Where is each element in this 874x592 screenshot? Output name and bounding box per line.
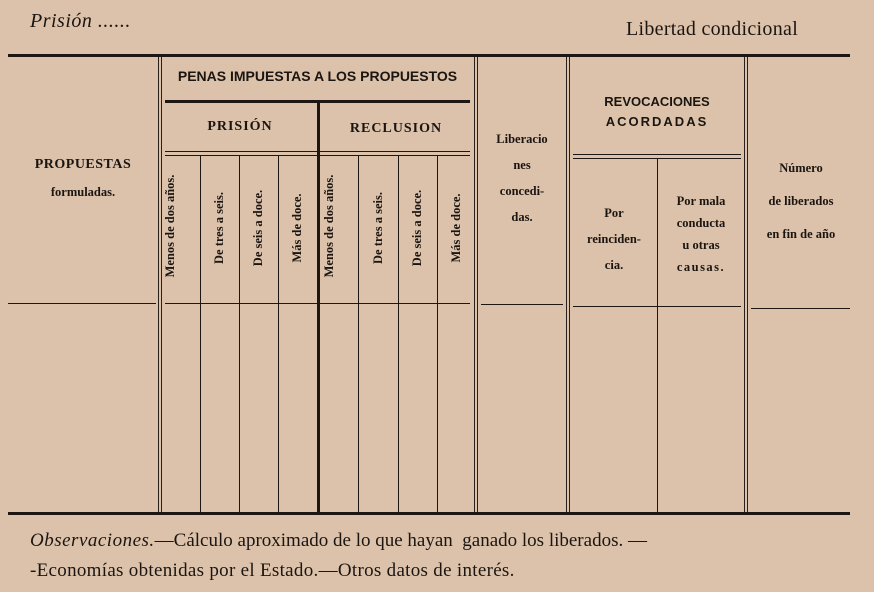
numero-line-2: de liberados: [768, 194, 834, 208]
por-reincidencia-line-1: Por: [604, 206, 624, 220]
observaciones-text: —Cálculo aproximado de lo que hayan ganado los liberados. —: [154, 530, 647, 551]
penas-subheader-rule: [165, 151, 470, 152]
observaciones-line-1: [30, 530, 870, 552]
prison-label: Prisión ......: [30, 10, 131, 32]
numero-line-1: Número: [779, 161, 823, 175]
prision-col-menos-de-dos: Menos de dos años.: [163, 174, 177, 278]
prision-col-tres-a-seis: De tres a seis.: [212, 192, 226, 264]
col-line: [200, 156, 201, 512]
numero-liberados-header: [749, 152, 853, 251]
observaciones-line-2: -Economías obtenidas por el Estado.—Otros datos de interés.: [30, 560, 515, 581]
prision-title: PRISIÓN: [207, 119, 273, 134]
liberaciones-header: [480, 126, 564, 230]
penas-subheader-rule-2: [165, 155, 470, 156]
header-bottom-rule: [8, 303, 156, 304]
mala-conducta-line-4: causas.: [676, 260, 726, 274]
revocaciones-rule: [573, 154, 741, 155]
divider-liberaciones: [566, 57, 570, 512]
header-bottom-rule: [751, 308, 850, 309]
revocaciones-line-1: REVOCACIONES: [604, 94, 710, 109]
reclusion-col-seis-a-doce: De seis a doce.: [410, 189, 424, 267]
reclusion-col-tres-a-seis: De tres a seis.: [371, 192, 385, 264]
prision-reclusion-divider: [317, 103, 320, 512]
numero-line-3: en fin de año: [766, 227, 836, 241]
mala-conducta-line-3: u otras: [682, 238, 720, 252]
por-reincidencia-line-3: cia.: [604, 258, 624, 272]
liberaciones-line-2: nes: [513, 158, 531, 172]
liberaciones-line-4: das.: [511, 210, 533, 224]
col-line: [358, 156, 359, 512]
header-bottom-rule: [573, 306, 741, 307]
revocaciones-line-2: ACORDADAS: [605, 114, 709, 129]
col-line: [278, 156, 279, 512]
col-line: [398, 156, 399, 512]
col-line: [437, 156, 438, 512]
mala-conducta-line-2: conducta: [676, 216, 726, 230]
header-bottom-rule: [165, 303, 470, 304]
mala-conducta-line-1: Por mala: [676, 194, 726, 208]
propuestas-header: [10, 150, 156, 204]
header-bottom-rule: [481, 304, 563, 305]
divider-propuestas: [158, 57, 162, 512]
top-rule: [8, 54, 850, 57]
revocaciones-title: [573, 92, 741, 132]
reclusion-col-menos-de-dos: Menos de dos años.: [322, 174, 336, 278]
liberaciones-line-3: concedi-: [499, 184, 545, 198]
prision-col-mas-de-doce: Más de doce.: [290, 193, 304, 263]
prision-col-seis-a-doce: De seis a doce.: [251, 189, 265, 267]
col-line: [239, 156, 240, 512]
document-title: Libertad condicional: [626, 18, 799, 40]
bottom-rule: [8, 512, 850, 515]
propuestas-line-2: formuladas.: [50, 185, 116, 199]
propuestas-line-1: PROPUESTAS: [34, 157, 132, 172]
divider-penas: [474, 57, 478, 512]
reclusion-col-mas-de-doce: Más de doce.: [449, 193, 463, 263]
liberaciones-line-1: Liberacio: [496, 132, 548, 146]
revocaciones-col-line: [657, 159, 658, 512]
por-mala-conducta-header: [659, 190, 743, 278]
por-reincidencia-line-2: reinciden-: [587, 232, 641, 246]
reclusion-title: RECLUSION: [349, 121, 443, 136]
penas-title: PENAS IMPUESTAS A LOS PROPUESTOS: [177, 68, 458, 84]
por-reincidencia-header: [573, 200, 655, 278]
divider-revocaciones: [744, 57, 748, 512]
observaciones-label: Observaciones.: [30, 530, 155, 551]
